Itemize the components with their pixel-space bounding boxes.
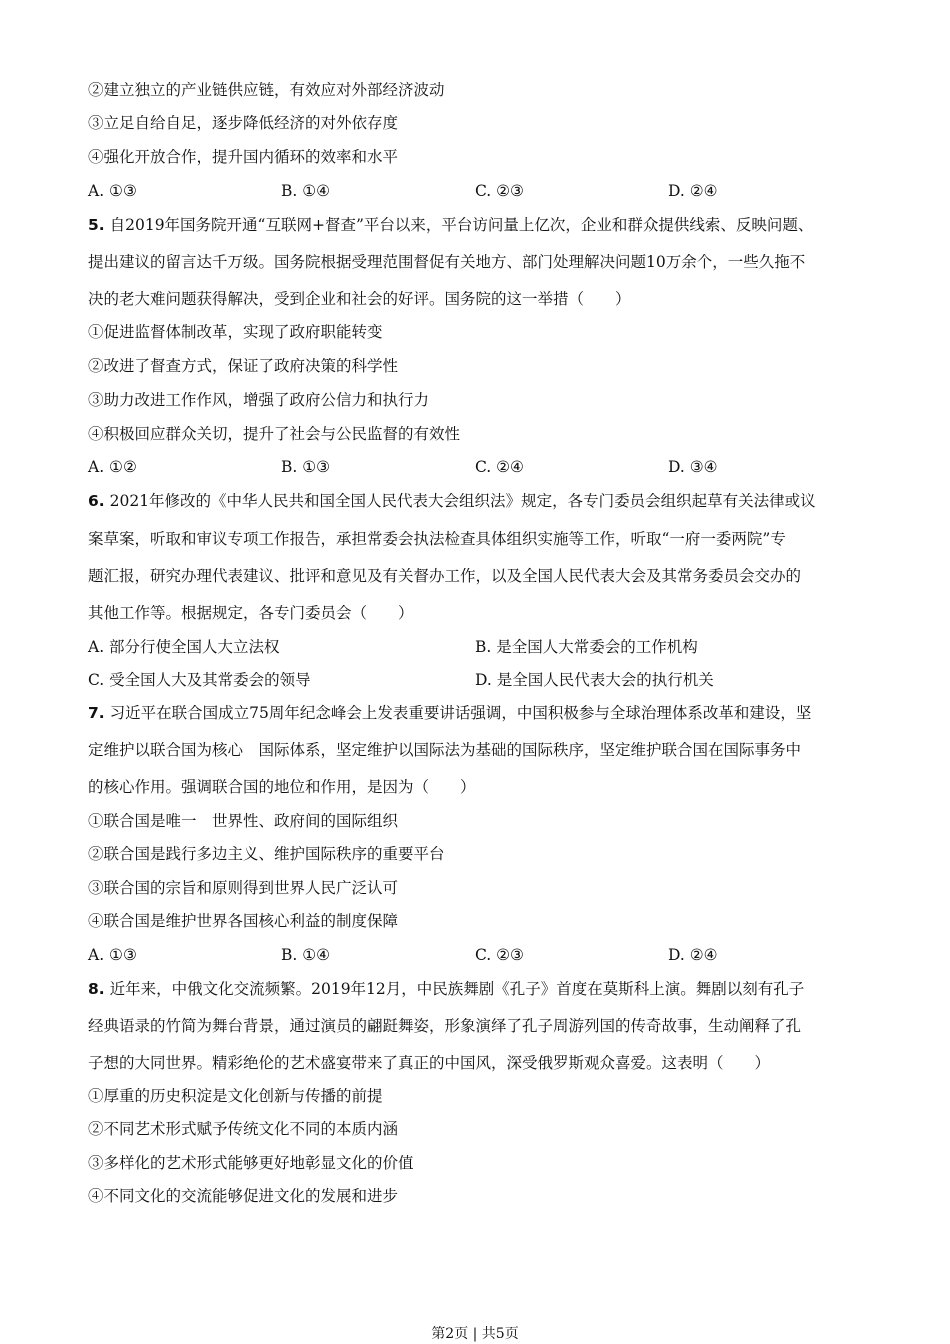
option-b: B. ①④	[281, 946, 331, 964]
option-c: C. ②④	[475, 458, 524, 476]
statement: ②建立独立的产业链供应链，有效应对外部经济波动	[88, 81, 445, 99]
statement: ①促进监督体制改革，实现了政府职能转变	[88, 323, 383, 341]
option-c: C. ②③	[475, 182, 524, 200]
option-a: A. 部分行使全国人大立法权	[88, 638, 280, 656]
question-text: 定维护以联合国为核心 国际体系，坚定维护以国际法为基础的国际秩序，坚定维护联合国在国际事务中	[88, 741, 802, 759]
statement: ①厚重的历史积淀是文化创新与传播的前提	[88, 1087, 383, 1105]
question-number: 7.	[88, 704, 105, 722]
option-d: D. ②④	[668, 182, 718, 200]
question-text: 近年来，中俄文化交流频繁。2019年12月，中民族舞剧《孔子》首度在莫斯科上演。舞剧以刻有孔子	[104, 980, 805, 998]
question-7-line	[88, 703, 811, 723]
statement: ③立足自给自足，逐步降低经济的对外依存度	[88, 114, 399, 132]
option-d: D. ②④	[668, 946, 718, 964]
statement: ④不同文化的交流能够促进文化的发展和进步	[88, 1187, 399, 1205]
option-b: B. 是全国人大常委会的工作机构	[475, 638, 698, 656]
option-a: A. ①②	[88, 458, 137, 476]
question-number: 6.	[88, 492, 105, 510]
statement: ④积极回应群众关切，提升了社会与公民监督的有效性	[88, 425, 461, 443]
question-text: 的核心作用。强调联合国的地位和作用，是因为（ ）	[88, 778, 476, 796]
page-footer: 第2页 | 共5页	[431, 1326, 519, 1342]
statement: ②联合国是践行多边主义、维护国际秩序的重要平台	[88, 845, 445, 863]
statement: ②改进了督查方式，保证了政府决策的科学性	[88, 357, 399, 375]
question-8-line	[88, 979, 804, 999]
question-6-line	[88, 491, 816, 511]
question-text: 题汇报，研究办理代表建议、批评和意见及有关督办工作，以及全国人民代表大会及其常务委员会交办的	[88, 567, 802, 585]
question-text: 经典语录的竹简为舞台背景，通过演员的翩跹舞姿，形象演绎了孔子周游列国的传奇故事，生动阐释了孔	[88, 1017, 802, 1035]
statement: ②不同艺术形式赋予传统文化不同的本质内涵	[88, 1120, 399, 1138]
statement: ④联合国是维护世界各国核心利益的制度保障	[88, 912, 399, 930]
option-c: C. ②③	[475, 946, 524, 964]
question-text: 案草案，听取和审议专项工作报告，承担常委会执法检查具体组织实施等工作，听取“一府一委两院”专	[88, 530, 786, 548]
question-text: 提出建议的留言达千万级。国务院根据受理范围督促有关地方、部门处理解决问题10万余个，一些久拖不	[88, 253, 806, 271]
question-text: 决的老大难问题获得解决，受到企业和社会的好评。国务院的这一举措（ ）	[88, 290, 631, 308]
option-c: C. 受全国人大及其常委会的领导	[88, 671, 311, 689]
option-d: D. ③④	[668, 458, 718, 476]
option-a: A. ①③	[88, 946, 137, 964]
question-5-line	[88, 215, 813, 235]
statement: ④强化开放合作，提升国内循环的效率和水平	[88, 148, 399, 166]
statement: ③助力改进工作作风，增强了政府公信力和执行力	[88, 391, 430, 409]
question-text: 2021年修改的《中华人民共和国全国人民代表大会组织法》规定，各专门委员会组织起草有关法律或议	[104, 492, 816, 510]
question-text: 自2019年国务院开通“互联网+督查”平台以来，平台访问量上亿次，企业和群众提供线索、反映问题、	[104, 216, 814, 234]
option-a: A. ①③	[88, 182, 137, 200]
option-b: B. ①③	[281, 458, 331, 476]
statement: ①联合国是唯一 世界性、政府间的国际组织	[88, 812, 399, 830]
statement: ③多样化的艺术形式能够更好地彰显文化的价值	[88, 1154, 414, 1172]
statement: ③联合国的宗旨和原则得到世界人民广泛认可	[88, 879, 399, 897]
question-text: 其他工作等。根据规定，各专门委员会（ ）	[88, 604, 414, 622]
question-number: 5.	[88, 216, 105, 234]
question-text: 习近平在联合国成立75周年纪念峰会上发表重要讲话强调，中国积极参与全球治理体系改革和建设，坚	[104, 704, 812, 722]
option-b: B. ①④	[281, 182, 331, 200]
option-d: D. 是全国人民代表大会的执行机关	[475, 671, 714, 689]
question-number: 8.	[88, 980, 105, 998]
question-text: 子想的大同世界。精彩绝伦的艺术盛宴带来了真正的中国风，深受俄罗斯观众喜爱。这表明（ ）	[88, 1054, 771, 1072]
